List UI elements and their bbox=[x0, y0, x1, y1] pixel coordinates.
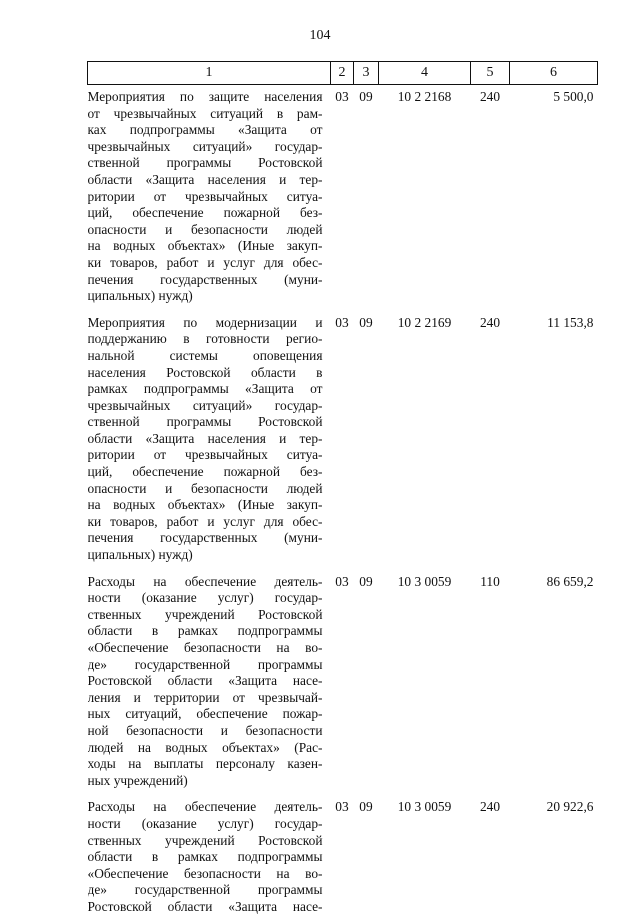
description-line: ственной программы Ростовской bbox=[87, 414, 323, 430]
row-description bbox=[88, 89, 331, 305]
description-line: Ростовской области «Защита насе- bbox=[87, 898, 323, 914]
description-line: области в рамках подпрограммы bbox=[87, 623, 323, 639]
subsection-code: 09 bbox=[359, 89, 373, 104]
amount: 86 659,2 bbox=[546, 573, 594, 589]
description-line: печения государственных (муни- bbox=[87, 271, 323, 287]
expense-type-code: 240 bbox=[479, 799, 501, 815]
table-body bbox=[88, 85, 598, 916]
description-line: ки товаров, работ и услуг для обес- bbox=[87, 513, 323, 529]
description-line: ритории от чрезвычайных ситуа- bbox=[87, 188, 323, 204]
amount: 20 922,6 bbox=[546, 799, 594, 815]
header-cell: 5 bbox=[471, 62, 510, 85]
description-line: ных учреждений) bbox=[87, 772, 188, 788]
row-description bbox=[88, 315, 331, 564]
row-spacer bbox=[88, 789, 598, 799]
page-number: 104 bbox=[309, 28, 331, 43]
description-line: на водных объектах» (Иные закуп- bbox=[87, 238, 323, 254]
amount: 5 500,0 bbox=[553, 89, 594, 104]
description-line: Мероприятия по модернизации и bbox=[87, 314, 323, 330]
description-line: опасности и безопасности людей bbox=[87, 480, 323, 496]
description-line: ципальных) нужд) bbox=[87, 288, 193, 304]
target-article-code: 10 2 2168 bbox=[397, 89, 452, 104]
description-line: области «Защита населения и тер- bbox=[87, 430, 323, 446]
target-article-code: 10 2 2169 bbox=[397, 314, 452, 330]
target-article-code: 10 3 0059 bbox=[397, 799, 452, 815]
table-row bbox=[88, 315, 598, 564]
section-code: 03 bbox=[335, 89, 349, 104]
description-line: опасности и безопасности людей bbox=[87, 221, 323, 237]
header-cell: 1 bbox=[88, 62, 331, 85]
header-cell: 6 bbox=[510, 62, 598, 85]
description-line: ки товаров, работ и услуг для обес- bbox=[87, 254, 323, 270]
description-line: «Обеспечение безопасности на во- bbox=[87, 640, 323, 655]
row-spacer bbox=[88, 564, 598, 574]
description-line: печения государственных (муни- bbox=[87, 530, 323, 546]
description-line: ности (оказание услуг) государ- bbox=[87, 590, 323, 606]
header-cell: 3 bbox=[354, 62, 379, 85]
description-line: ках подпрограммы «Защита от bbox=[87, 122, 323, 138]
header-cell: 4 bbox=[379, 62, 471, 85]
description-line: чрезвычайных ситуаций» государ- bbox=[87, 138, 323, 154]
expense-type-code: 240 bbox=[479, 89, 501, 104]
description-line: ных ситуаций, обеспечение пожар- bbox=[87, 706, 323, 722]
table-row bbox=[88, 89, 598, 305]
description-line: нальной системы оповещения bbox=[87, 347, 323, 363]
budget-table bbox=[87, 61, 598, 916]
description-line: ципальных) нужд) bbox=[87, 547, 193, 563]
table-row bbox=[88, 799, 598, 915]
description-line: ритории от чрезвычайных ситуа- bbox=[87, 447, 323, 463]
description-line: Расходы на обеспечение деятель- bbox=[87, 799, 323, 815]
description-line: от чрезвычайных ситуаций в рам- bbox=[87, 105, 323, 121]
description-line: Ростовской области «Защита насе- bbox=[87, 673, 323, 689]
description-line: де» государственной программы bbox=[87, 656, 323, 672]
description-line: «Обеспечение безопасности на во- bbox=[87, 865, 323, 881]
description-line: на водных объектах» (Иные закуп- bbox=[87, 497, 323, 513]
description-line: Мероприятия по защите населения bbox=[87, 89, 323, 104]
description-line: ления и территории от чрезвычай- bbox=[87, 689, 323, 705]
description-line: ций, обеспечение пожарной без- bbox=[87, 205, 323, 221]
section-code: 03 bbox=[335, 799, 349, 815]
description-line: области в рамках подпрограммы bbox=[87, 849, 323, 865]
description-line: ственных учреждений Ростовской bbox=[87, 606, 323, 622]
description-line: ственных учреждений Ростовской bbox=[87, 832, 323, 848]
description-line: ций, обеспечение пожарной без- bbox=[87, 464, 323, 480]
expense-type-code: 240 bbox=[479, 314, 501, 330]
table-row bbox=[88, 574, 598, 790]
description-line: де» государственной программы bbox=[87, 882, 323, 898]
description-line: чрезвычайных ситуаций» государ- bbox=[87, 397, 323, 413]
description-line: Расходы на обеспечение деятель- bbox=[87, 573, 323, 589]
description-line: ственной программы Ростовской bbox=[87, 155, 323, 171]
subsection-code: 09 bbox=[359, 314, 373, 330]
row-description bbox=[88, 799, 331, 915]
row-spacer bbox=[88, 305, 598, 315]
subsection-code: 09 bbox=[359, 799, 373, 815]
description-line: населения Ростовской области в bbox=[87, 364, 323, 380]
expense-type-code: 110 bbox=[480, 573, 500, 589]
description-line: рамках подпрограммы «Защита от bbox=[87, 381, 323, 397]
description-line: ности (оказание услуг) государ- bbox=[87, 815, 323, 831]
description-line: ходы на выплаты персоналу казен- bbox=[87, 756, 323, 772]
description-line: поддержанию в готовности регио- bbox=[87, 331, 323, 347]
target-article-code: 10 3 0059 bbox=[397, 573, 452, 589]
description-line: области «Защита населения и тер- bbox=[87, 171, 323, 187]
header-row bbox=[88, 62, 598, 85]
section-code: 03 bbox=[335, 573, 349, 589]
row-description bbox=[88, 574, 331, 790]
header-cell: 2 bbox=[331, 62, 354, 85]
subsection-code: 09 bbox=[359, 573, 373, 589]
description-line: ной безопасности и безопасности bbox=[87, 722, 323, 738]
amount: 11 153,8 bbox=[547, 314, 594, 330]
description-line: людей на водных объектах» (Рас- bbox=[87, 739, 323, 755]
section-code: 03 bbox=[335, 314, 349, 330]
